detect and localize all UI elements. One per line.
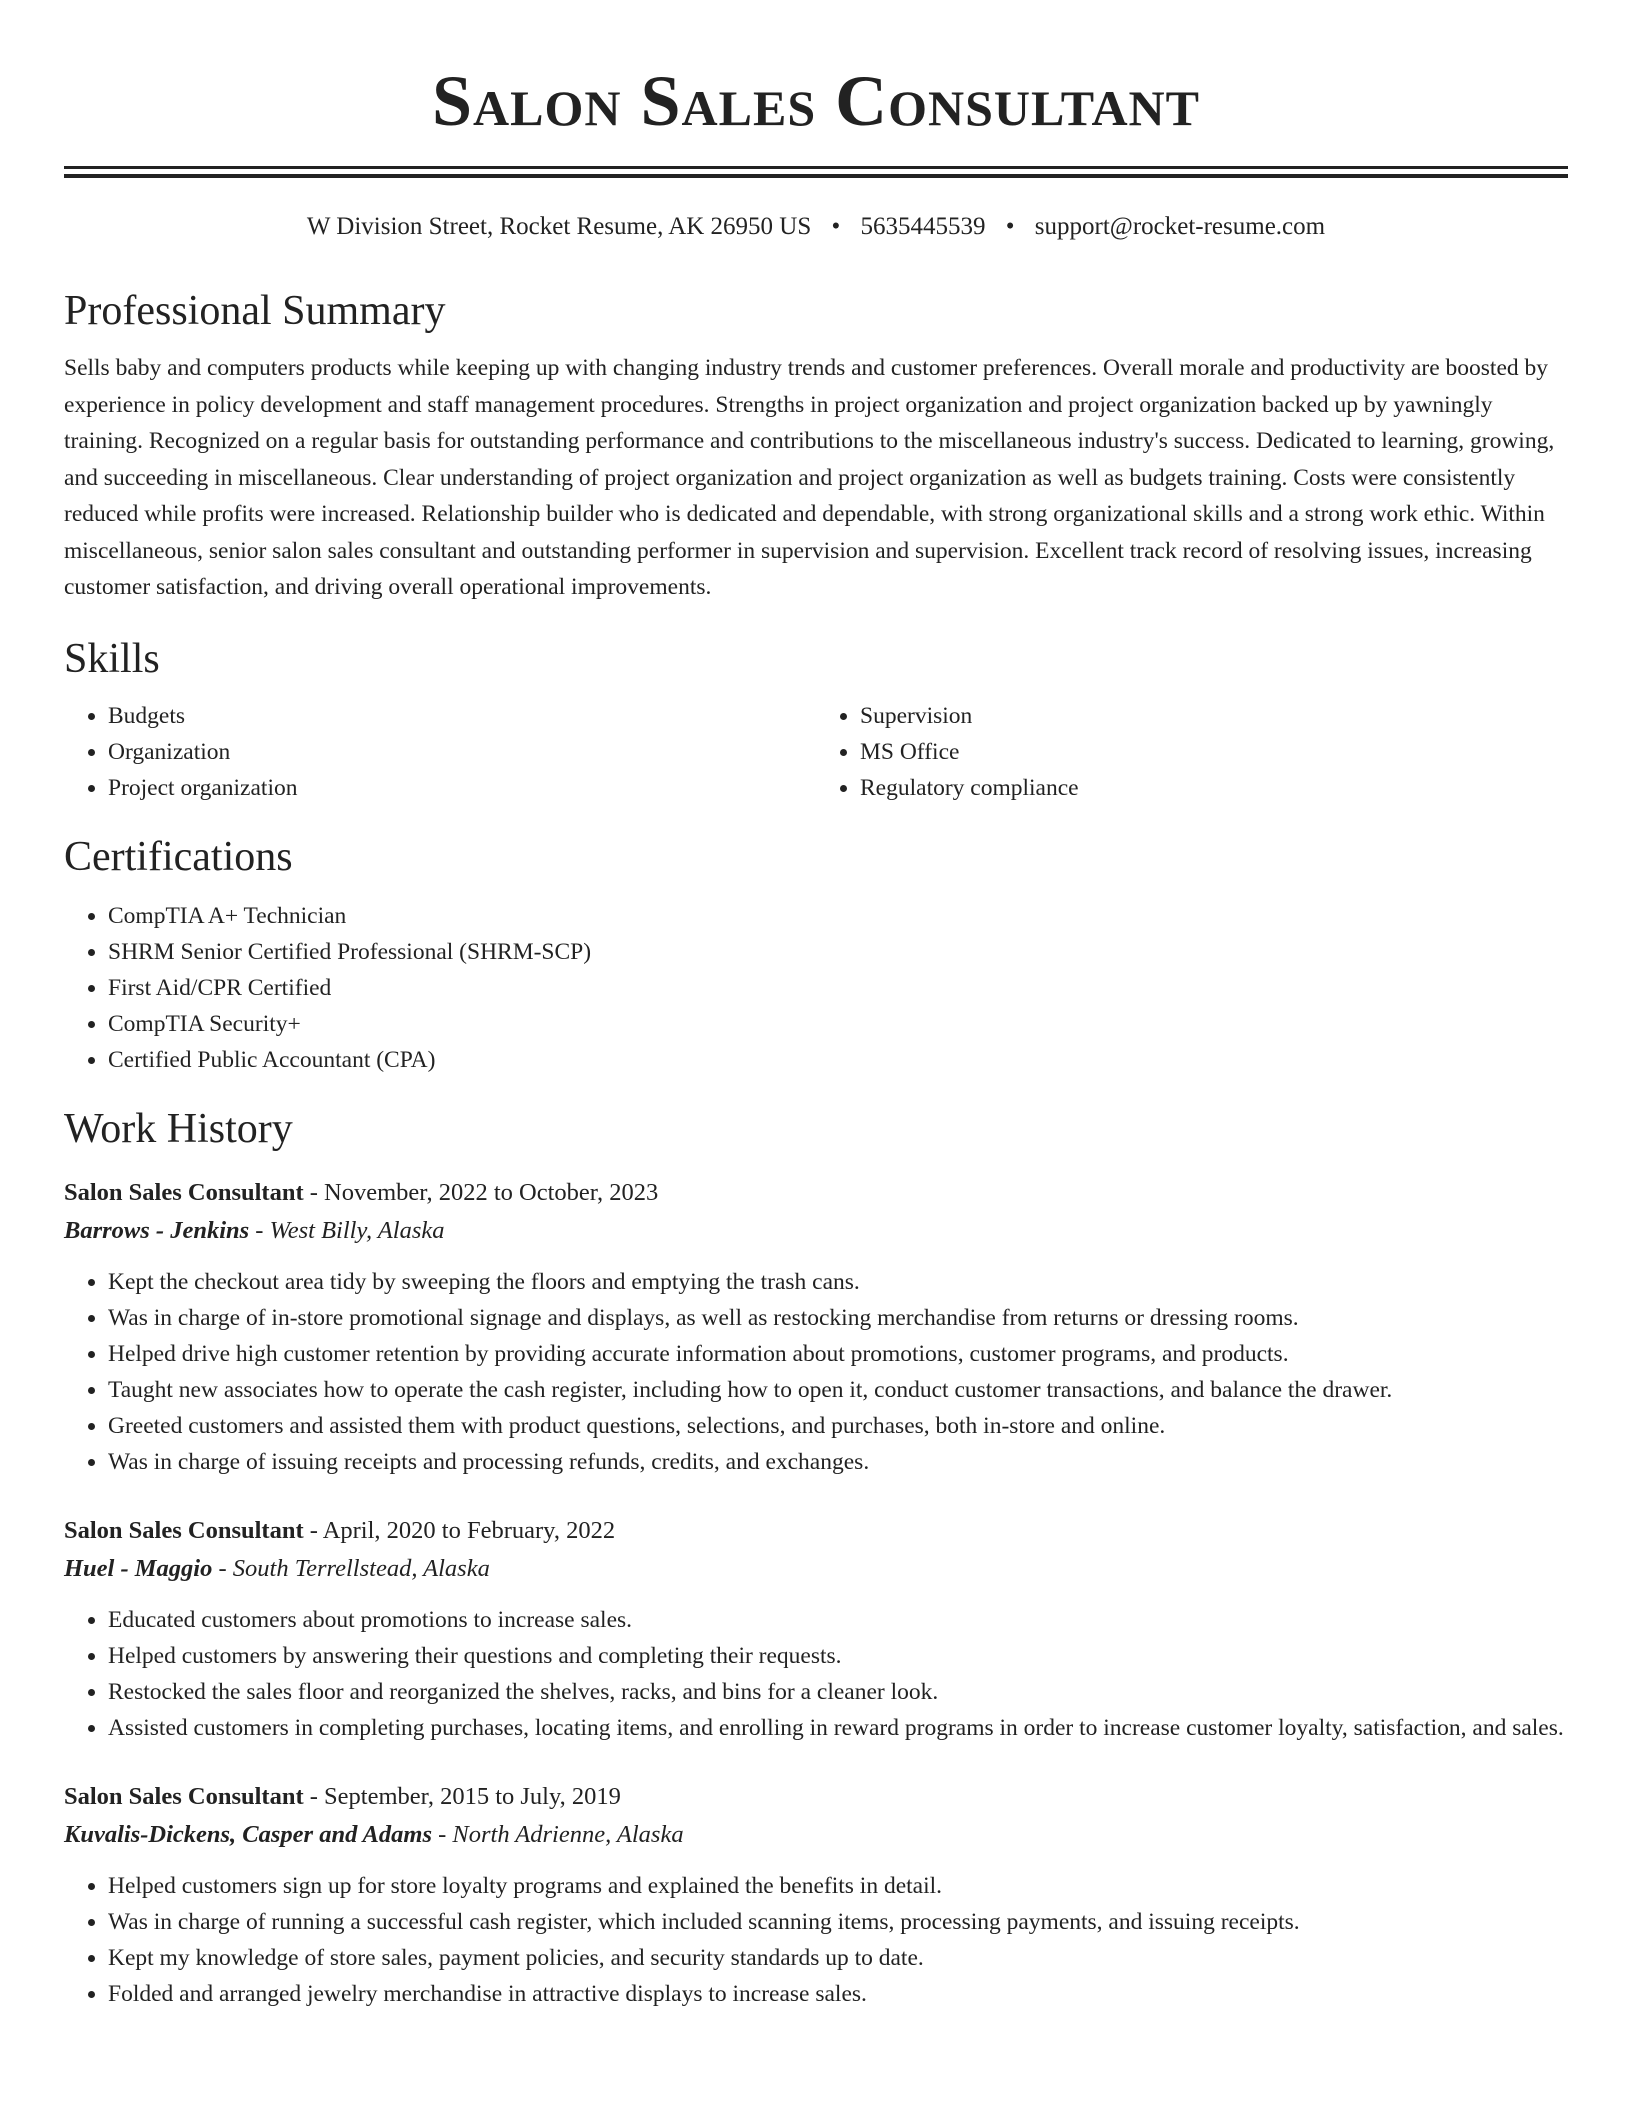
job-bullet: • Was in charge of issuing receipts and processing refunds, credits, and exchanges.: [108, 1444, 1568, 1480]
certifications-heading: Certifications: [64, 833, 293, 880]
job-company-line: [64, 1550, 1568, 1588]
skills-heading: Skills: [64, 635, 160, 682]
job-bullet: • Taught new associates how to operate the cash register, including how to open it, conduct customer transactions, and balance the drawer.: [108, 1372, 1568, 1408]
skill-item: • Organization: [108, 734, 816, 770]
job-bullet: • Was in charge of running a successful cash register, which included scanning items, processing payments, and issuing receipts.: [108, 1904, 1568, 1940]
job-location: - North Adrienne, Alaska: [432, 1820, 684, 1848]
job-dates: - September, 2015 to July, 2019: [303, 1782, 621, 1810]
job-entry: [64, 1778, 1568, 2012]
certification-item: • Certified Public Accountant (CPA): [108, 1042, 1568, 1078]
job-title: Salon Sales Consultant: [64, 1782, 304, 1810]
resume-title: Salon Sales Consultant: [431, 61, 1201, 141]
job-bullets: [64, 1868, 1568, 2012]
job-bullet: • Helped customers by answering their questions and completing their requests.: [108, 1638, 1568, 1674]
summary-text: Sells baby and computers products while keeping up with changing industry trends and customer preferences. Overall morale and productivity are boosted by experience in policy development and staff management procedures. Strengths in project organization and project organization backed up by yawningly training. Recognized on a regular basis for outstanding performance and contributions to the miscellaneous industry's success. Dedicated to learning, growing, and succeeding in miscellaneous. Clear understanding of project organization and project organization as well as budgets training. Costs were consistently reduced while profits were increased. Relationship builder who is dedicated and dependable, with strong organizational skills and a strong work ethic. Within miscellaneous, senior salon sales consultant and outstanding performer in supervision and supervision. Excellent track record of resolving issues, increasing customer satisfaction, and driving overall operational improvements.: [64, 355, 1555, 600]
job-header: [64, 1174, 1568, 1212]
contact-line: [64, 212, 1568, 242]
job-dates: - November, 2022 to October, 2023: [303, 1178, 659, 1206]
skill-item: • Supervision: [860, 698, 1568, 734]
job-title: Salon Sales Consultant: [64, 1178, 304, 1206]
resume-page: [64, 0, 1568, 2012]
job-dates: - April, 2020 to February, 2022: [303, 1516, 616, 1544]
job-bullet: • Greeted customers and assisted them with product questions, selections, and purchases, both in-store and online.: [108, 1408, 1568, 1444]
job-bullet: • Helped customers sign up for store loyalty programs and explained the benefits in detail.: [108, 1868, 1568, 1904]
job-bullet: • Was in charge of in-store promotional signage and displays, as well as restocking merchandise from returns or dressing rooms.: [108, 1300, 1568, 1336]
skill-item: • Regulatory compliance: [860, 770, 1568, 806]
skill-item: • Project organization: [108, 770, 816, 806]
summary-heading: Professional Summary: [64, 288, 446, 334]
skill-item: • MS Office: [860, 734, 1568, 770]
job-bullet: • Kept the checkout area tidy by sweeping the floors and emptying the trash cans.: [108, 1264, 1568, 1300]
job-bullet: • Folded and arranged jewelry merchandise in attractive displays to increase sales.: [108, 1976, 1568, 2012]
certification-item: • First Aid/CPR Certified: [108, 970, 1568, 1006]
skills-list-right: [816, 698, 1568, 806]
job-bullet: • Educated customers about promotions to increase sales.: [108, 1602, 1568, 1638]
skill-item: • Budgets: [108, 698, 816, 734]
skills-columns: [64, 698, 1568, 806]
job-bullet: • Restocked the sales floor and reorganized the shelves, racks, and bins for a cleaner look.: [108, 1674, 1568, 1710]
work-history-heading: Work History: [64, 1105, 293, 1152]
job-bullets: [64, 1264, 1568, 1480]
job-header: [64, 1778, 1568, 1816]
job-bullet: • Assisted customers in completing purchases, locating items, and enrolling in reward programs in order to increase customer loyalty, satisfaction, and sales.: [108, 1710, 1568, 1746]
job-entry: [64, 1174, 1568, 1480]
contact-phone: 5635445539: [860, 213, 986, 240]
job-header: [64, 1512, 1568, 1550]
contact-address: W Division Street, Rocket Resume, AK 26950 US: [306, 213, 812, 240]
contact-separator: •: [831, 213, 841, 240]
job-title: Salon Sales Consultant: [64, 1516, 304, 1544]
skills-list-left: [64, 698, 816, 806]
job-company: Kuvalis-Dickens, Casper and Adams: [64, 1820, 432, 1848]
job-company: Barrows - Jenkins: [64, 1216, 250, 1244]
contact-separator: •: [1005, 213, 1015, 240]
job-location: - South Terrellstead, Alaska: [212, 1554, 490, 1582]
job-entry: [64, 1512, 1568, 1746]
job-bullet: • Helped drive high customer retention by providing accurate information about promotions, customer programs, and products.: [108, 1336, 1568, 1372]
job-company-line: [64, 1816, 1568, 1854]
job-bullets: [64, 1602, 1568, 1746]
title-rule-bottom: [64, 174, 1568, 178]
job-bullet: • Kept my knowledge of store sales, payment policies, and security standards up to date.: [108, 1940, 1568, 1976]
certification-item: • CompTIA Security+: [108, 1006, 1568, 1042]
title-rule-top: [64, 166, 1568, 169]
job-location: - West Billy, Alaska: [249, 1216, 445, 1244]
certification-item: • CompTIA A+ Technician: [108, 898, 1568, 934]
certifications-list: [64, 898, 1568, 1078]
job-company-line: [64, 1212, 1568, 1250]
contact-email: support@rocket-resume.com: [1034, 213, 1326, 240]
certification-item: • SHRM Senior Certified Professional (SHRM-SCP): [108, 934, 1568, 970]
job-company: Huel - Maggio: [64, 1554, 213, 1582]
